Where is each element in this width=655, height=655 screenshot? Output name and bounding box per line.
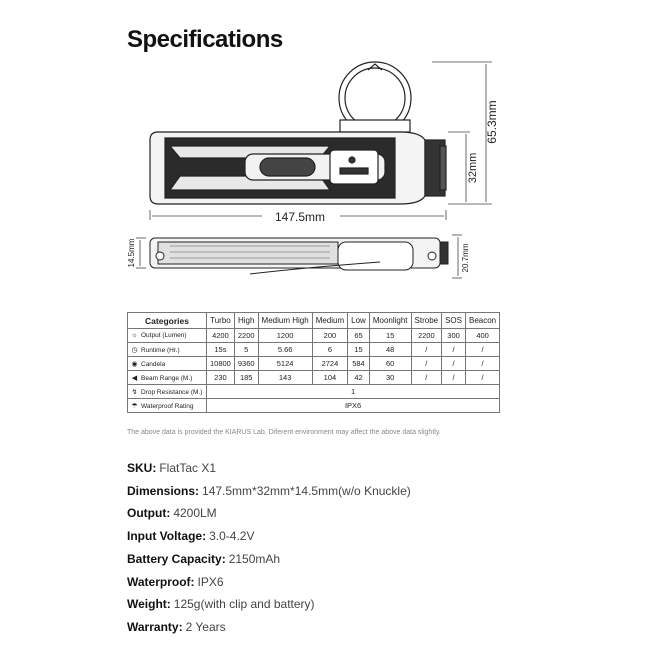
page-title: Specifications <box>127 26 283 53</box>
table-cell: 15 <box>348 343 370 357</box>
table-cell: 4200 <box>207 329 235 343</box>
spec-weight: Weight: 125g(with clip and battery) <box>127 597 315 612</box>
table-cell: 300 <box>442 329 466 343</box>
row-label: Runtime (Hr.) <box>141 346 180 354</box>
spec-input-voltage: Input Voltage: 3.0-4.2V <box>127 529 255 544</box>
table-cell: / <box>411 343 442 357</box>
table-cell: / <box>466 343 500 357</box>
table-cell: 10800 <box>207 357 235 371</box>
candela-icon: ◉ <box>131 360 138 368</box>
table-cell: IPX6 <box>207 399 500 413</box>
table-cell: 15s <box>207 343 235 357</box>
column-header: Low <box>348 313 370 329</box>
body-height-dimension-label: 32mm <box>467 152 479 184</box>
table-cell: 104 <box>312 371 347 385</box>
table-cell: 1200 <box>258 329 312 343</box>
table-cell: 48 <box>369 343 411 357</box>
beam-icon: ◀ <box>131 374 138 382</box>
table-row <box>128 371 500 385</box>
table-cell: 5 <box>234 343 258 357</box>
column-header: Medium High <box>258 313 312 329</box>
output-icon: ☼ <box>131 332 138 339</box>
table-cell: 143 <box>258 371 312 385</box>
table-cell: 230 <box>207 371 235 385</box>
column-header: High <box>234 313 258 329</box>
table-cell: 5124 <box>258 357 312 371</box>
column-header: Turbo <box>207 313 235 329</box>
table-cell: / <box>442 371 466 385</box>
table-cell: 400 <box>466 329 500 343</box>
column-header: Moonlight <box>369 313 411 329</box>
spec-warranty: Warranty: 2 Years <box>127 619 226 634</box>
table-cell: 2724 <box>312 357 347 371</box>
table-row <box>128 357 500 371</box>
spec-output: Output: 4200LM <box>127 506 217 521</box>
row-label: Output (Lumen) <box>141 332 187 339</box>
drop-icon: ↯ <box>131 388 138 396</box>
table-cell: 30 <box>369 371 411 385</box>
column-header: Beacon <box>466 313 500 329</box>
table-cell: / <box>411 371 442 385</box>
row-label: Waterproof Rating <box>141 402 194 410</box>
flashlight-dimension-drawing <box>0 0 655 310</box>
spec-sku: SKU: FlatTac X1 <box>127 461 217 475</box>
row-label: Beam Range (M.) <box>141 374 193 382</box>
table-cell: 185 <box>234 371 258 385</box>
flashlight-top-view <box>150 238 448 274</box>
table-cell: 2200 <box>411 329 442 343</box>
table-cell: / <box>442 357 466 371</box>
length-dimension-label: 147.5mm <box>274 210 326 224</box>
table-cell: / <box>411 357 442 371</box>
table-cell: 65 <box>348 329 370 343</box>
table-row <box>128 385 500 399</box>
table-cell: / <box>466 357 500 371</box>
table-row <box>128 329 500 343</box>
table-cell: 5.66 <box>258 343 312 357</box>
table-cell: 15 <box>369 329 411 343</box>
water-icon: ☂ <box>131 402 138 410</box>
spec-list <box>127 457 411 639</box>
column-header: Strobe <box>411 313 442 329</box>
table-cell: 60 <box>369 357 411 371</box>
table-cell: / <box>466 371 500 385</box>
table-header-row <box>128 313 500 329</box>
table-cell: / <box>442 343 466 357</box>
row-label: Drop Resistance (M.) <box>141 388 203 396</box>
column-header: Medium <box>312 313 347 329</box>
knuckle-thickness-dimension-label: 20.7mm <box>461 243 470 273</box>
total-height-dimension-label: 65.3mm <box>485 100 499 144</box>
column-header: Categories <box>128 313 207 329</box>
spec-waterproof: Waterproof: IPX6 <box>127 574 224 589</box>
flashlight-side-view <box>150 132 446 204</box>
table-cell: 6 <box>312 343 347 357</box>
spec-dimensions: Dimensions: 147.5mm*32mm*14.5mm(w/o Knuckle) <box>127 483 411 498</box>
column-header: SOS <box>442 313 466 329</box>
table-row <box>128 399 500 413</box>
performance-table <box>127 312 500 413</box>
spec-battery-capacity: Battery Capacity: 2150mAh <box>127 551 281 566</box>
table-cell: 1 <box>207 385 500 399</box>
table-cell: 42 <box>348 371 370 385</box>
table-cell: 200 <box>312 329 347 343</box>
table-row <box>128 343 500 357</box>
knuckle-ring <box>339 62 411 134</box>
thickness-dimension-label: 14.5mm <box>127 238 136 268</box>
table-cell: 584 <box>348 357 370 371</box>
row-label: Candela <box>141 360 166 368</box>
table-cell: 2200 <box>234 329 258 343</box>
disclaimer-note: The above data is provided the KIARUS Lab. Diferent environment may affect the above data slightly. <box>127 429 441 436</box>
table-cell: 9360 <box>234 357 258 371</box>
clock-icon: ◷ <box>131 346 138 354</box>
